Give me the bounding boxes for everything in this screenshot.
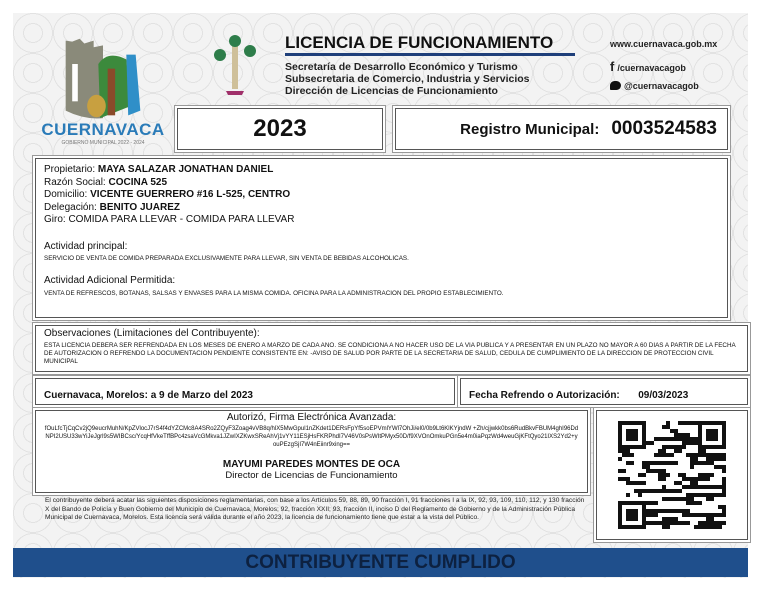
place-date: Cuernavaca, Morelos: a 9 de Marzo del 2023 (44, 390, 253, 401)
actividad-principal-label: Actividad principal: (44, 240, 128, 252)
disclaimer-text: El contribuyente deberá acatar las siguientes disposiciones reglamentarias, con base a los Artículos 59, 88, 89, 90 fracción I, 91 fracciones I a la IX, 92, 93, 109, 110, 112, y 130 fracción X del Bando de Policía y Buen Gobierno del Municipio de Cuernavaca, Morelos; 92, fracción XXII; 93, fracción II, inciso D del Reglamento de Gobierno y de la Administración Pública Municipal de Cuernavaca, Morelos. Esta licencia será válida durante el año 2023, la licencia de funcionamiento tiene que estar a la vista del Público. (45, 497, 585, 522)
twitter-handle[interactable]: @cuernavacagob (624, 81, 699, 91)
observaciones-label: Observaciones (Limitaciones del Contribuyente): (44, 328, 260, 339)
logo-subtext: GOBIERNO MUNICIPAL 2022 - 2024 (61, 140, 145, 146)
firma-label: Autorizó, Firma Electrónica Avanzada: (226, 412, 397, 423)
qr-box (596, 410, 748, 540)
registro-value: 0003524583 (611, 118, 717, 139)
propietario-value: MAYA SALAZAR JONATHAN DANIEL (97, 164, 274, 175)
details-box (35, 158, 728, 318)
place-date-box (35, 378, 455, 405)
propietario-label: Propietario: (44, 164, 96, 175)
firma-box (35, 410, 588, 493)
year-box (177, 108, 383, 150)
website-link[interactable]: www.cuernavaca.gob.mx (610, 39, 718, 49)
subtitle-secretaria: Secretaría de Desarrollo Económico y Turismo (285, 61, 518, 73)
subtitle-direccion: Dirección de Licencias de Funcionamiento (285, 85, 498, 97)
delegacion-label: Delegación: (44, 201, 97, 213)
facebook-icon: f (610, 59, 615, 74)
giro-value: COMIDA PARA LLEVAR - COMIDA PARA LLEVAR (68, 214, 295, 225)
actividad-principal-value: SERVICIO DE VENTA DE COMIDA PREPARADA EXCLUSIVAMENTE PARA LLEVAR, SIN VENTA DE BEBIDAS ALCOHOLICAS. (44, 255, 409, 262)
registro-box (395, 108, 728, 150)
document-title: LICENCIA DE FUNCIONAMIENTO (285, 33, 554, 52)
city-crest-icon (38, 36, 168, 120)
subtitle-subsecretaria: Subsecretaria de Comercio, Industria y Servicios (285, 73, 530, 85)
actividad-adicional-label: Actividad Adicional Permitida: (44, 275, 176, 286)
tree-emblem-icon (212, 33, 258, 97)
footer-status: CONTRIBUYENTE CUMPLIDO (245, 552, 516, 573)
domicilio-value: VICENTE GUERRERO #16 L-525, CENTRO (90, 189, 291, 200)
electronic-signature: fOuLfcTjCqCv2jQ9eucrMuhN/KpZVlocJ7rS4f4dYZCMc8A4SRo2ZQyF3Zoag4vVB8q/hlX5MwGpul1nZKdet1DERsFpYf5soEPVmlYWl7OhJi/el0/0b9Lt6KlKYjndW +Zh/cjjwkk0bs6RudBkvFBUM4ghI96DdNPI2USU33wYiJeJgrl9s5WIBCsc/YcqHfVkeTffBPc4zsaVcGMkva1JZwIXZKwxSReAhVj1vYY11ESjHsFKRPhdI7V46V0sPsWItPMyx50D/f9XVOnOmkuPGn5e4m0iaPqzWd4weuGjKFtQyo21IXS2Yd2+youPEzgSjI7W4nEiinr9xing== (44, 426, 579, 448)
razon-social-label: Razón Social: (44, 176, 106, 188)
cuernavaca-logo (38, 36, 168, 152)
footer-band (13, 548, 748, 577)
signer-position: Director de Licencias de Funcionamiento (225, 470, 398, 481)
observaciones-box (35, 325, 748, 372)
qr-code-icon (618, 421, 726, 529)
fecha-box (460, 378, 748, 405)
title-rule (285, 53, 575, 56)
twitter-icon (610, 81, 621, 90)
giro-label: Giro: (44, 214, 66, 225)
fecha-value: 09/03/2023 (638, 390, 689, 401)
signer-name: MAYUMI PAREDES MONTES DE OCA (222, 459, 401, 470)
delegacion-value: BENITO JUAREZ (99, 201, 180, 213)
razon-social-value: COCINA 525 (108, 176, 168, 188)
logo-text: CUERNAVACA (41, 120, 165, 139)
domicilio-label: Domicilio: (44, 189, 88, 200)
actividad-adicional-value: VENTA DE REFRESCOS, BOTANAS, SALSAS Y ENVASES PARA LA MISMA COMIDA. OFICINA PARA LA ADMINISTRACION DEL PROPIO ESTABLECIMIENTO. (44, 289, 504, 297)
registro-label: Registro Municipal: (460, 120, 600, 138)
facebook-handle[interactable]: /cuernavacagob (617, 63, 686, 73)
observaciones-text: ESTA LICENCIA DEBERA SER REFRENDADA EN LOS MESES DE ENERO A MARZO DE CADA ANO. SE CONDICIONA A NO HACER USO DE LA VIA PUBLICA Y A PRESENTAR EN UN PLAZO NO MAYOR A 60 DIAS A PARTIR DE LA FECHA DE AUTORIZACION O REFRENDO LA DOCUMENTACION PENDIENTE CONSISTENTE EN: -AVISO DE SALUD POR PARTE DE LA SECRETARIA DE SALUD, CEDULA DE CUMPLIMIENTO DE LA DIRECCION DE PROTECCION CIVIL MUNICIPAL (44, 341, 736, 365)
fecha-label: Fecha Refrendo o Autorización: (469, 390, 620, 401)
license-year: 2023 (253, 115, 307, 142)
